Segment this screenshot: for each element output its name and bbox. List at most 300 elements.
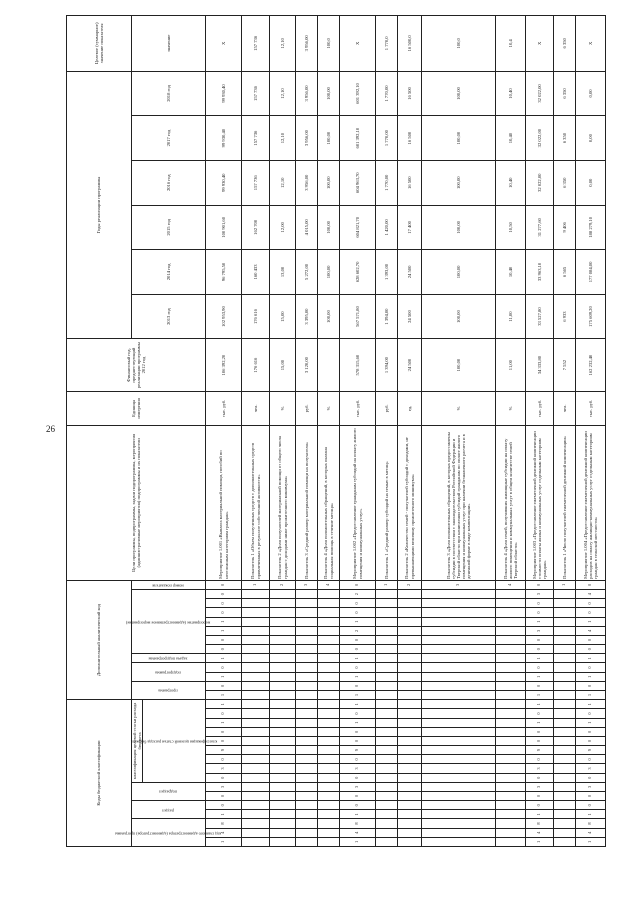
code-cell	[422, 690, 496, 699]
code-cell	[242, 599, 270, 608]
code-cell	[296, 782, 318, 791]
row-year-value: 100,00	[422, 250, 496, 295]
code-cell	[376, 791, 398, 800]
code-cell	[496, 645, 526, 654]
header-code-subsection: подраздел	[131, 782, 205, 800]
row-description: Показатель 2 «Количество семей - получателей субсидий с доходами, не превышающими величину прожиточного минимума»	[398, 425, 422, 580]
code-cell: 1	[340, 690, 376, 699]
header-year-2016: 2016 год	[131, 160, 205, 205]
header-value-label: значение	[131, 16, 205, 72]
code-cell	[496, 626, 526, 635]
code-cell	[242, 635, 270, 644]
code-cell	[270, 764, 296, 773]
code-cell: 1	[340, 810, 376, 819]
row-year-value: 10,40	[496, 160, 526, 205]
row-year-value: 100,00	[318, 160, 340, 205]
code-cell: 1	[340, 654, 376, 663]
code-cell: 0	[340, 645, 376, 654]
code-cell	[242, 746, 270, 755]
row-year-value: 16 500	[398, 71, 422, 116]
code-cell: 0	[526, 755, 554, 764]
code-cell: 1	[340, 617, 376, 626]
code-cell	[242, 782, 270, 791]
code-cell	[242, 608, 270, 617]
code-cell	[318, 801, 340, 810]
code-cell: 0	[206, 801, 242, 810]
code-cell	[398, 635, 422, 644]
table-row	[242, 16, 270, 847]
code-cell: 1	[526, 700, 554, 709]
code-cell	[496, 782, 526, 791]
code-cell	[376, 837, 398, 846]
code-cell	[376, 718, 398, 727]
code-cell	[296, 700, 318, 709]
code-cell	[296, 681, 318, 690]
code-cell	[296, 599, 318, 608]
code-cell	[554, 663, 576, 672]
code-cell	[496, 690, 526, 699]
code-cell	[554, 590, 576, 599]
row-year-value: 604 821,70	[340, 205, 376, 250]
row-financial-year-value: 106 392,20	[206, 339, 242, 391]
code-cell	[496, 681, 526, 690]
code-cell: 0	[576, 801, 606, 810]
header-code-indicator: номер показателя	[131, 580, 205, 589]
code-cell	[376, 782, 398, 791]
code-cell	[376, 819, 398, 828]
code-cell: 4	[340, 828, 376, 837]
code-cell	[376, 801, 398, 810]
code-cell: 0	[340, 709, 376, 718]
code-cell	[318, 727, 340, 736]
code-cell	[422, 654, 496, 663]
row-target-value: 16 500,0	[398, 16, 422, 72]
row-year-value: 157 736	[242, 116, 270, 161]
code-cell	[270, 755, 296, 764]
row-target-value: 100,0	[318, 16, 340, 72]
code-cell: 1	[206, 617, 242, 626]
row-year-value: 6 933	[554, 294, 576, 339]
code-cell: 0	[576, 709, 606, 718]
code-cell	[270, 617, 296, 626]
row-year-value: 100,00	[422, 116, 496, 161]
code-cell	[242, 810, 270, 819]
code-cell	[422, 617, 496, 626]
row-year-value: 99 930,40	[206, 116, 242, 161]
row-unit: чел.	[554, 391, 576, 425]
code-cell	[376, 755, 398, 764]
code-cell	[496, 773, 526, 782]
row-year-value: 1 420,00	[376, 205, 398, 250]
row-financial-year-value: 34 333,80	[526, 339, 554, 391]
code-cell: 0	[526, 773, 554, 782]
code-cell	[296, 654, 318, 663]
code-cell	[398, 590, 422, 599]
row-target-value: 3 956,00	[296, 16, 318, 72]
code-cell	[554, 736, 576, 745]
code-cell	[270, 690, 296, 699]
code-cell	[422, 837, 496, 846]
row-year-value: 3 395,00	[296, 294, 318, 339]
header-year-2013: 2013 год	[131, 294, 205, 339]
header-code-target-item: классификация целевой статьи расхода бюджета	[131, 700, 142, 783]
row-target-value: X	[526, 16, 554, 72]
row-year-value: 16 500	[398, 160, 422, 205]
row-description: Мероприятие 1.003 «Предоставление ежемесячной денежной компенсации стоимости оплаты жилья и коммунальных услуг отдельным категориям граждан»	[526, 425, 554, 580]
row-description: Мероприятие 1.004 «Предоставление ежемесячной денежной компенсации расходов на оплату жилищно-коммунальных услуг отдельным категориям граждан в сельской местности»	[576, 425, 606, 580]
code-cell: 9	[526, 746, 554, 755]
code-cell	[554, 672, 576, 681]
code-cell: 0	[576, 791, 606, 800]
table-row	[318, 16, 340, 847]
code-cell: 3	[576, 764, 606, 773]
header-target-value: Целевое (суммарное) значение показателя	[67, 16, 132, 72]
code-cell	[270, 746, 296, 755]
code-cell	[376, 672, 398, 681]
code-cell	[376, 681, 398, 690]
header-purpose: Цели программы, подпрограммы, задачи подпрограммы, мероприятия (административные мероприятия) подпрограммы и их показатели	[67, 425, 206, 580]
code-cell	[242, 791, 270, 800]
header-code-task: задача подпрограммы	[131, 654, 205, 663]
code-cell: 1	[340, 718, 376, 727]
code-cell: 8	[206, 819, 242, 828]
code-cell: 0	[340, 755, 376, 764]
code-cell	[554, 746, 576, 755]
row-year-value: 160 433	[242, 250, 270, 295]
code-cell: 8	[576, 819, 606, 828]
code-cell: 1	[206, 672, 242, 681]
code-cell	[296, 590, 318, 599]
header-year-2017: 2017 год	[131, 116, 205, 161]
code-cell: 1	[206, 626, 242, 635]
row-year-value: 0,00	[576, 71, 606, 116]
row-unit: тыс. руб.	[340, 391, 376, 425]
code-cell	[398, 736, 422, 745]
code-cell: 0	[340, 608, 376, 617]
code-cell	[376, 764, 398, 773]
code-cell: 0	[526, 791, 554, 800]
row-year-value: 100,00	[422, 160, 496, 205]
code-cell	[422, 681, 496, 690]
code-cell: 4	[576, 626, 606, 635]
row-year-value: 567 571,80	[340, 294, 376, 339]
code-cell	[422, 718, 496, 727]
code-cell: 0	[526, 663, 554, 672]
code-cell	[554, 773, 576, 782]
code-cell: 3	[422, 580, 496, 589]
code-cell	[376, 645, 398, 654]
row-year-value: 100,00	[318, 250, 340, 295]
code-cell	[398, 709, 422, 718]
code-cell	[496, 791, 526, 800]
code-cell: 0	[526, 736, 554, 745]
row-year-value: 176 616	[242, 294, 270, 339]
code-cell	[422, 810, 496, 819]
row-year-value: 3 956,00	[296, 71, 318, 116]
code-cell	[296, 773, 318, 782]
row-unit: ед.	[398, 391, 422, 425]
code-cell: 0	[576, 736, 606, 745]
code-cell	[296, 828, 318, 837]
row-year-value: 1 770,00	[376, 116, 398, 161]
code-cell	[270, 626, 296, 635]
code-cell	[318, 718, 340, 727]
header-code-admin: код главного администратора (администратора) программы	[131, 819, 205, 847]
code-cell	[496, 590, 526, 599]
code-cell	[296, 727, 318, 736]
code-cell	[318, 626, 340, 635]
code-cell	[496, 746, 526, 755]
row-year-value: 6 565	[554, 250, 576, 295]
row-target-value: X	[576, 16, 606, 72]
table-row	[340, 16, 376, 847]
row-year-value: 102 953,90	[206, 294, 242, 339]
code-cell	[376, 626, 398, 635]
row-unit: %	[422, 391, 496, 425]
code-cell	[318, 764, 340, 773]
row-year-value: 24 500	[398, 250, 422, 295]
code-cell	[242, 718, 270, 727]
row-year-value: 99 930,40	[206, 71, 242, 116]
code-cell: 0	[206, 580, 242, 589]
row-year-value: 16 500	[398, 116, 422, 161]
code-cell	[554, 828, 576, 837]
row-year-value: 100,00	[318, 116, 340, 161]
code-cell	[496, 635, 526, 644]
code-cell	[242, 837, 270, 846]
code-cell: 1	[340, 672, 376, 681]
code-cell	[318, 755, 340, 764]
code-cell	[242, 626, 270, 635]
code-cell	[318, 773, 340, 782]
row-year-value: 33 963,10	[526, 250, 554, 295]
code-cell	[270, 782, 296, 791]
code-cell	[398, 690, 422, 699]
code-cell	[270, 645, 296, 654]
code-cell: 9	[576, 746, 606, 755]
code-cell	[270, 709, 296, 718]
code-cell	[496, 727, 526, 736]
code-cell	[496, 654, 526, 663]
code-cell	[242, 736, 270, 745]
code-cell	[496, 837, 526, 846]
code-cell	[398, 810, 422, 819]
code-cell	[496, 709, 526, 718]
code-cell: 2	[340, 626, 376, 635]
code-cell	[296, 608, 318, 617]
code-cell	[318, 635, 340, 644]
code-cell	[318, 828, 340, 837]
code-cell	[242, 681, 270, 690]
code-cell: 1	[576, 810, 606, 819]
code-cell: 1	[376, 580, 398, 589]
code-cell	[554, 819, 576, 828]
code-cell	[242, 773, 270, 782]
row-target-value: 100,0	[422, 16, 496, 72]
code-cell: 4	[526, 828, 554, 837]
code-cell	[422, 773, 496, 782]
row-unit: руб.	[376, 391, 398, 425]
code-cell: 9	[206, 746, 242, 755]
row-year-value: 177 084,00	[576, 250, 606, 295]
header-program-years: Годы реализации программы	[67, 71, 132, 339]
code-cell	[376, 590, 398, 599]
code-cell	[296, 718, 318, 727]
row-year-value: 10,40	[496, 250, 526, 295]
code-cell: 0	[576, 608, 606, 617]
code-cell	[270, 801, 296, 810]
code-cell	[376, 654, 398, 663]
code-cell: 1	[242, 580, 270, 589]
code-cell	[242, 819, 270, 828]
header-code-measure: мероприятие (административное мероприятие)	[131, 590, 205, 654]
code-cell	[270, 810, 296, 819]
code-cell	[318, 819, 340, 828]
row-year-value: 100,00	[318, 71, 340, 116]
row-year-value: 32 022,00	[526, 160, 554, 205]
code-cell	[398, 718, 422, 727]
code-cell: 0	[526, 645, 554, 654]
code-cell: 0	[206, 590, 242, 599]
code-cell: 0	[206, 663, 242, 672]
code-cell	[554, 617, 576, 626]
code-cell	[422, 626, 496, 635]
code-cell: 1	[526, 718, 554, 727]
code-cell	[242, 690, 270, 699]
code-cell: 4	[496, 580, 526, 589]
code-cell	[376, 810, 398, 819]
code-cell	[318, 617, 340, 626]
code-cell	[554, 635, 576, 644]
code-cell	[376, 727, 398, 736]
code-cell: 0	[206, 709, 242, 718]
code-cell: 3	[296, 580, 318, 589]
code-cell	[496, 718, 526, 727]
code-cell	[398, 645, 422, 654]
code-cell: 4	[318, 580, 340, 589]
code-cell	[270, 773, 296, 782]
code-cell	[554, 645, 576, 654]
code-cell	[376, 663, 398, 672]
code-cell	[376, 700, 398, 709]
code-cell	[242, 590, 270, 599]
code-cell	[270, 727, 296, 736]
code-cell: 2	[270, 580, 296, 589]
row-year-value: 33 527,80	[526, 294, 554, 339]
code-cell: 1	[526, 654, 554, 663]
code-cell: 1	[576, 718, 606, 727]
code-cell: 0	[206, 755, 242, 764]
code-cell	[422, 608, 496, 617]
code-cell	[422, 590, 496, 599]
row-year-value: 3 956,00	[296, 116, 318, 161]
code-cell	[296, 635, 318, 644]
code-cell	[398, 626, 422, 635]
code-cell	[422, 819, 496, 828]
header-unit: Единица измерения	[67, 391, 206, 425]
code-cell	[554, 801, 576, 810]
code-cell	[242, 801, 270, 810]
code-cell	[496, 617, 526, 626]
code-cell	[422, 635, 496, 644]
code-cell	[376, 709, 398, 718]
code-cell	[270, 819, 296, 828]
code-cell	[554, 626, 576, 635]
code-cell	[398, 617, 422, 626]
code-cell: 0	[526, 599, 554, 608]
code-cell	[398, 746, 422, 755]
code-cell: 3	[206, 764, 242, 773]
row-year-value: 601 392,10	[340, 116, 376, 161]
code-cell	[422, 599, 496, 608]
code-cell: 0	[576, 755, 606, 764]
code-cell	[296, 746, 318, 755]
program-table	[66, 15, 606, 847]
code-cell	[318, 700, 340, 709]
row-year-value: 17 400	[398, 205, 422, 250]
code-cell	[376, 617, 398, 626]
code-cell: 0	[576, 773, 606, 782]
row-year-value: 100,00	[422, 294, 496, 339]
code-cell	[296, 764, 318, 773]
code-cell: 1	[340, 837, 376, 846]
code-cell	[296, 736, 318, 745]
code-cell: 4	[576, 828, 606, 837]
code-cell: 1	[576, 672, 606, 681]
row-description: Показатель 4 «Доля семей, получивших жилищные субсидии на оплату жилого помещения и коммунальных услуг в общем количестве семей Тверской области»	[496, 425, 526, 580]
code-cell: 4	[206, 828, 242, 837]
code-cell	[318, 654, 340, 663]
row-year-value: 0,00	[576, 160, 606, 205]
code-cell	[496, 700, 526, 709]
row-year-value: 100,00	[318, 205, 340, 250]
header-financial-year: Финансовый год, предшествующий реализации программы 2012 год	[67, 339, 206, 391]
code-cell	[496, 755, 526, 764]
code-cell	[242, 727, 270, 736]
code-cell	[398, 782, 422, 791]
code-cell	[242, 672, 270, 681]
row-target-value: 6 350	[554, 16, 576, 72]
table-row	[270, 16, 296, 847]
code-cell	[270, 837, 296, 846]
code-cell: 9	[340, 746, 376, 755]
row-description: Показатель 3 «Доля положительных обращений, в которых предоставлены субсидии в соответствии с законодательством Российской Федерации и Тверской области при начислении субсидий гражданам по оплате жилого помещения и коммунальных услуг при наличии безналичного расчета и в денежной форме в виде компенсации»	[422, 425, 496, 580]
code-cell	[270, 608, 296, 617]
code-cell: 0	[340, 635, 376, 644]
code-cell	[398, 663, 422, 672]
row-financial-year-value: 15,00	[270, 339, 296, 391]
code-cell	[242, 764, 270, 773]
code-cell	[496, 736, 526, 745]
header-code-target-item-sub: классификация целевой статьи расхода бюджета	[143, 700, 206, 783]
code-cell	[398, 764, 422, 773]
code-cell: 3	[526, 590, 554, 599]
code-cell	[554, 791, 576, 800]
code-cell	[422, 801, 496, 810]
code-cell: 3	[340, 764, 376, 773]
row-financial-year-value: 162 232,40	[576, 339, 606, 391]
row-description: Показатель 1 «Число получателей ежемесячной денежной компенсации»	[554, 425, 576, 580]
code-cell	[496, 810, 526, 819]
code-cell	[242, 755, 270, 764]
code-cell: 0	[206, 599, 242, 608]
code-cell	[376, 690, 398, 699]
code-cell	[296, 663, 318, 672]
code-cell: 0	[576, 681, 606, 690]
code-cell	[554, 718, 576, 727]
code-cell	[422, 672, 496, 681]
code-cell	[554, 837, 576, 846]
